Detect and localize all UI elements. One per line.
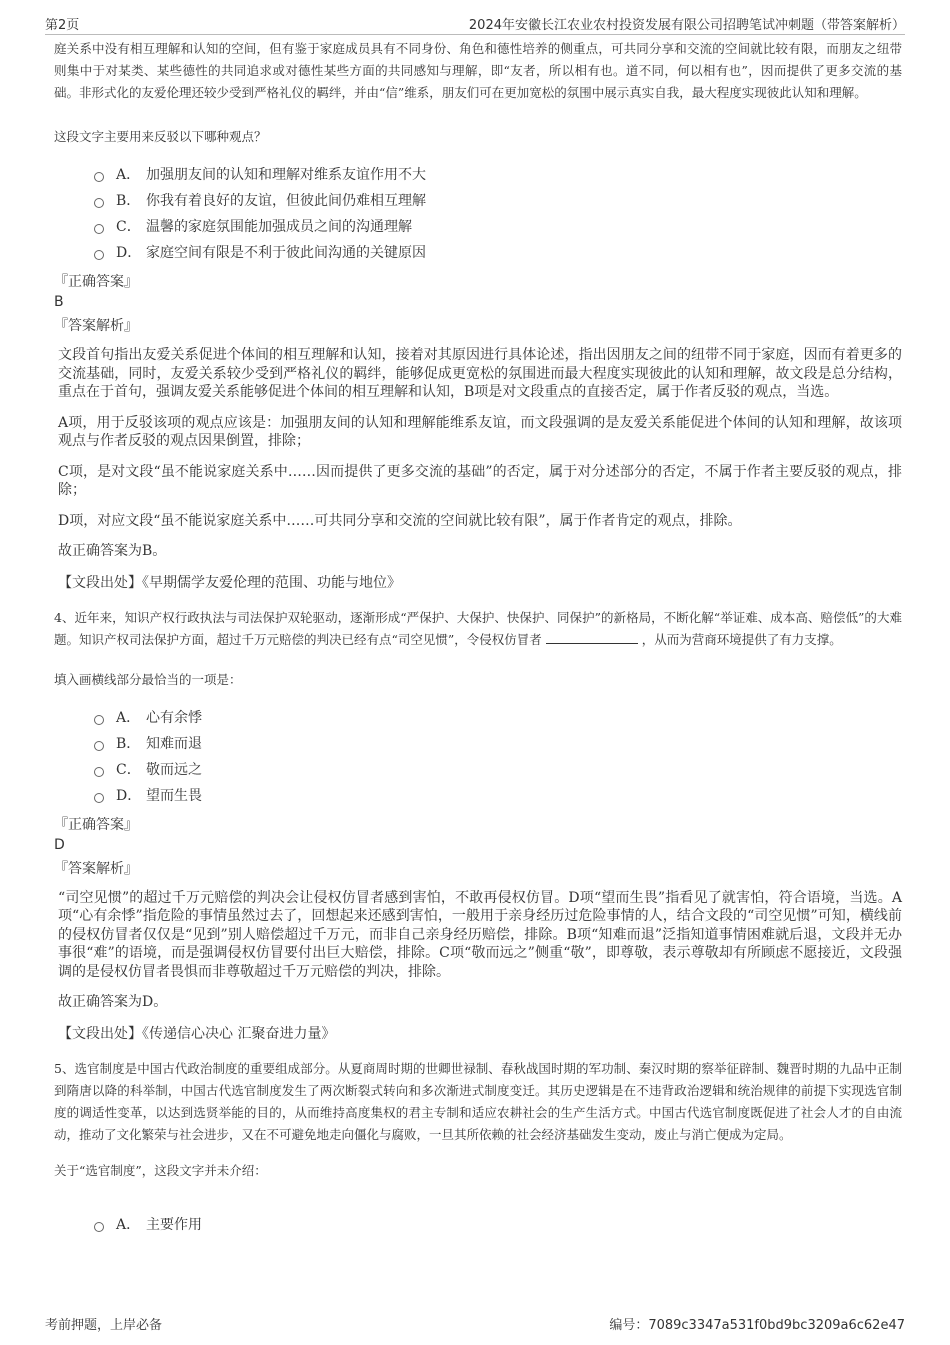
question-4-stem-before: 4、近年来，知识产权行政执法与司法保护双轮驱动，逐渐形成“严保护、大保护、快保护、同保护”的新格局，不断化解“举证难、成本高、赔偿低”的大难题。知识产权司法保护方面，超过千万元赔偿的判决已经有点“司空见惯”，令侵权仿冒者 (54, 609, 902, 647)
correct-answer-value: D (54, 836, 65, 853)
option-key: D． (116, 787, 142, 804)
option-key: B． (116, 735, 141, 752)
analysis-paragraph: “司空见惯”的超过千万元赔偿的判决会让侵权仿冒者感到害怕，不敢再侵权仿冒。D项“望而生畏”指看见了就害怕，符合语境，当选。A项“心有余悸”指危险的事情虽然过去了，回想起来还感到害怕，一般用于亲身经历过危险事情的人，结合文段的“司空见惯”可知，横线前的侵权仿冒者仅仅是“见到”别人赔偿超过千万元，而非自己亲身经历赔偿，排除。B项“知难而退”泛指知道事情困难就后退，文段并无办事很“难”的语境，而是强调侵权仿冒要付出巨大赔偿，排除。C项“敬而远之”侧重“敬”，即尊敬，表示尊敬却有所顾虑不愿接近，文段强调的是侵权仿冒者畏惧而非尊敬超过千万元赔偿的判决，排除。 (58, 889, 902, 980)
question-4-stem-after: ，从而为营商环境提供了有力支撑。 (641, 631, 842, 647)
option-key: C． (116, 761, 141, 778)
page-header (45, 10, 905, 35)
question-3 (54, 38, 902, 593)
question-4-stem (54, 607, 902, 651)
question-4-option-b[interactable] (94, 731, 902, 757)
passage-source: 【文段出处】《传递信心决心 汇聚奋进力量》 (58, 1025, 336, 1042)
document-title: 2024年安徽长江农业农村投资发展有限公司招聘笔试冲刺题（带答案解析） (468, 18, 905, 33)
question-4-prompt: 填入画横线部分最恰当的一项是： (54, 671, 242, 687)
page-footer (45, 1310, 905, 1334)
question-4-option-a[interactable] (94, 705, 902, 731)
question-5-prompt: 关于“选官制度”，这段文字并未介绍： (54, 1162, 267, 1178)
page-content (54, 38, 902, 1244)
analysis-label: 『答案解析』 (54, 860, 138, 877)
option-key: A． (116, 1216, 141, 1233)
correct-answer-value: B (54, 294, 64, 310)
analysis-paragraph: C项，是对文段“虽不能说家庭关系中……因而提供了更多交流的基础”的否定，属于对分述部分的否定，不属于作者主要反驳的观点，排除； (58, 463, 902, 498)
option-text: 加强朋友间的认知和理解对维系友谊作用不大 (146, 167, 426, 183)
question-3-option-c[interactable] (94, 214, 902, 240)
question-3-passage: 庭关系中没有相互理解和认知的空间，但有鉴于家庭成员具有不同身份、角色和德性培养的侧重点，可共同分享和交流的空间就比较有限，而朋友之纽带则集中于对某类、某些德性的共同追求或对德性某些方面的共同感知与理解，即“友者，所以相有也。道不同，何以相有也”，因而提供了更多交流的基础。非形式化的友爱伦理还较少受到严格礼仪的羁绊，并由“信”维系，朋友们可在更加宽松的氛围中展示真实自我，最大程度实现彼此认知和理解。 (54, 41, 902, 100)
question-5 (54, 1058, 902, 1238)
option-text: 知难而退 (146, 735, 202, 752)
question-4-option-d[interactable] (94, 783, 902, 809)
radio-button-icon[interactable] (94, 741, 104, 751)
option-text: 主要作用 (146, 1216, 202, 1233)
option-key: A． (116, 709, 141, 726)
option-key: A． (116, 167, 141, 183)
analysis-conclusion: 故正确答案为B。 (58, 543, 167, 559)
radio-button-icon[interactable] (94, 198, 104, 208)
correct-answer-label: 『正确答案』 (54, 274, 138, 290)
fill-in-blank (546, 631, 638, 644)
option-text: 温馨的家庭氛围能加强成员之间的沟通理解 (146, 219, 412, 235)
radio-button-icon[interactable] (94, 250, 104, 260)
analysis-label: 『答案解析』 (54, 318, 138, 334)
question-3-options (94, 162, 902, 266)
radio-button-icon[interactable] (94, 715, 104, 725)
question-4 (54, 607, 902, 1044)
question-4-option-c[interactable] (94, 757, 902, 783)
analysis-paragraph: D项，对应文段“虽不能说家庭关系中……可共同分享和交流的空间就比较有限”，属于作者肯定的观点，排除。 (58, 512, 742, 529)
passage-source: 【文段出处】《早期儒学友爱伦理的范围、功能与地位》 (58, 574, 401, 591)
option-key: B． (116, 193, 141, 209)
radio-button-icon[interactable] (94, 767, 104, 777)
analysis-paragraph: A项，用于反驳该项的观点应该是：加强朋友间的认知和理解能维系友谊，而文段强调的是友爱关系能促进个体间的认知和理解，故该项观点与作者反驳的观点因果倒置，排除； (58, 414, 902, 449)
option-text: 家庭空间有限是不利于彼此间沟通的关键原因 (146, 245, 426, 261)
analysis-paragraph: 文段首句指出友爱关系促进个体间的相互理解和认知，接着对其原因进行具体论述，指出因朋友之间的纽带不同于家庭，因而有着更多的交流基础，同时，友爱关系较少受到严格礼仪的羁绊，能够促成更宽松的氛围进而最大程度实现彼此的认知和理解，故文段是总分结构，重点在于首句，强调友爱关系能够促进个体间的相互理解和认知，B项是对文段重点的直接否定，属于作者反驳的观点，当选。 (58, 347, 902, 400)
question-3-option-b[interactable] (94, 188, 902, 214)
analysis-conclusion: 故正确答案为D。 (58, 994, 168, 1010)
option-key: C． (116, 219, 141, 235)
page-number: 第2页 (45, 18, 80, 33)
footer-slogan: 考前押题，上岸必备 (45, 1318, 163, 1333)
radio-button-icon[interactable] (94, 224, 104, 234)
option-text: 心有余悸 (146, 709, 202, 726)
question-3-option-a[interactable] (94, 162, 902, 188)
option-text: 敬而远之 (146, 761, 202, 778)
question-5-stem: 5、选官制度是中国古代政治制度的重要组成部分。从夏商周时期的世卿世禄制、春秋战国时期的军功制、秦汉时期的察举征辟制、魏晋时期的九品中正制到隋唐以降的科举制，中国古代选官制度发生了两次断裂式转向和多次渐进式制度变迁。其历史逻辑是在不违背政治逻辑和统治规律的前提下实现选官制度的调适性变革，以达到选贤举能的目的，从而维持高度集权的君主专制和适应农耕社会的生产生活方式。中国古代选官制度既促进了社会人才的自由流动，推动了文化繁荣与社会进步，又在不可避免地走向僵化与腐败，一旦其所依赖的社会经济基础发生变动，废止与消亡便成为定局。 (54, 1060, 902, 1142)
radio-button-icon[interactable] (94, 1222, 104, 1232)
question-3-option-d[interactable] (94, 240, 902, 266)
question-5-option-a[interactable] (94, 1212, 902, 1238)
question-5-options (94, 1212, 902, 1238)
option-text: 望而生畏 (146, 787, 202, 804)
option-key: D． (116, 245, 142, 261)
radio-button-icon[interactable] (94, 172, 104, 182)
correct-answer-label: 『正确答案』 (54, 816, 138, 833)
question-4-options (94, 705, 902, 809)
question-3-prompt: 这段文字主要用来反驳以下哪种观点？ (54, 129, 267, 144)
document-code: 编号：7089c3347a531f0bd9bc3209a6c62e47 (609, 1318, 905, 1333)
option-text: 你我有着良好的友谊，但彼此间仍难相互理解 (146, 193, 426, 209)
radio-button-icon[interactable] (94, 793, 104, 803)
